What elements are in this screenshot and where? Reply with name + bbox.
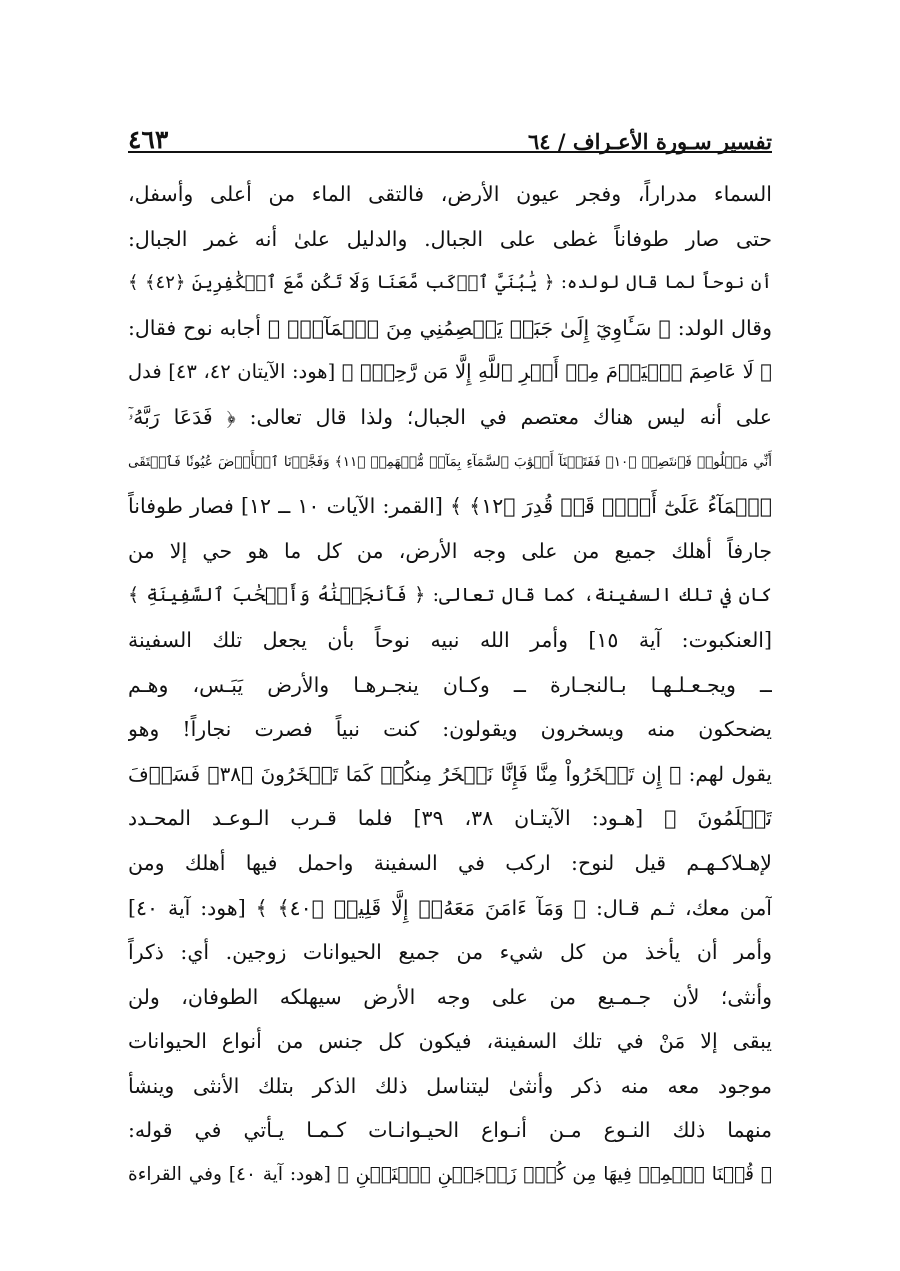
- text-line: على أنه ليس هناك معتصم في الجبال؛ ولذا قال تعالى: ﴿ فَدَعَا رَبَّهُۥٓ: [128, 404, 772, 429]
- text-line: ﴿ لَا عَاصِمَ ٱلۡيَوۡمَ مِنۡ أَمۡرِ ٱللَّهِ إِلَّا مَن رَّحِمَۚ ﴾ [هود: الآيتان ٤٢، ٤٣] فدل: [128, 360, 772, 384]
- header-rule: [128, 151, 772, 153]
- text-line: يضحكون منه ويسخرون ويقولون: كنت نبياً فصرت نجاراً! وهو: [128, 717, 772, 742]
- text-line: آمن معك، ثـم قـال: ﴿ وَمَآ ءَامَنَ مَعَهُۥٓ إِلَّا قَلِيلٞ ﴿٤٠﴾ ﴾ [هود: آية ٤٠]: [128, 895, 772, 920]
- running-title: تفسير سـورة الأعـراف / ٦٤: [527, 129, 772, 154]
- text-line: أن نوحاً لما قال لولده: ﴿ يَٰبُنَيَّ ٱرۡكَب مَّعَنَا وَلَا تَكُن مَّعَ ٱلۡكَٰفِرِينَ ﴿٤٢﴾ ﴾: [128, 272, 772, 294]
- text-line: جارفاً أهلك جميع من على وجه الأرض، من كل ما هو حي إلا من: [128, 538, 772, 563]
- text-line: يبقى إلا مَنْ في تلك السفينة، فيكون كل جنس من أنواع الحيوانات: [128, 1029, 772, 1054]
- text-line: يقول لهم: ﴿ إِن تَسۡخَرُواْ مِنَّا فَإِنَّا نَسۡخَرُ مِنكُمۡ كَمَا تَسۡخَرُونَ ﴿٣٨﴾ فَسَوۡفَ: [128, 761, 772, 786]
- text-line: ــ ويجـعـلـهـا بـالنجـارة ــ وكـان ينجـرهـا والأرض يَبَـس، وهـم: [128, 672, 772, 697]
- text-line: ٱلۡمَآءُ عَلَىٰٓ أَمۡرٖ قَدۡ قُدِرَ ﴿١٢﴾ ﴾ [القمر: الآيات ١٠ ــ ١٢] فصار طوفاناً: [128, 494, 772, 519]
- text-line: وقال الولد: ﴿ سَـَٔاوِيٓ إِلَىٰ جَبَلٖ يَعۡصِمُنِي مِنَ ٱلۡمَآءِۚ ﴾ أجابه نوح فقال:: [128, 315, 772, 340]
- text-line: وأمر أن يأخذ من كل شيء من جميع الحيوانات زوجين. أي: ذكراً: [128, 940, 772, 965]
- text-line: [العنكبوت: آية ١٥] وأمر الله نبيه نوحاً بأن يجعل تلك السفينة: [128, 627, 772, 652]
- body-text: [128, 172, 772, 1198]
- text-line: كان في تلك السفينة، كما قال تعالى: ﴿ فَأَنجَيۡنَٰهُ وَأَصۡحَٰبَ ٱلسَّفِينَةِ ﴾: [128, 584, 772, 607]
- text-line: موجود معه منه ذكر وأنثىٰ ليتناسل ذلك الذكر بتلك الأنثى وينشأ: [128, 1073, 772, 1098]
- text-line: تَعۡلَمُونَ ﴾ [هـود: الآيتـان ٣٨، ٣٩] فلما قـرب الـوعـد المحـدد: [128, 806, 772, 831]
- text-line: السماء مدراراً، وفجر عيون الأرض، فالتقى الماء من أعلى وأسفل،: [128, 182, 772, 206]
- text-line: وأنثى؛ لأن جـمـيع من على وجه الأرض سيهلكه الطوفان، ولن: [128, 984, 772, 1009]
- text-line: لإهـلاكـهـم قيل لنوح: اركب في السفينة واحمل فيها أهلك ومن: [128, 850, 772, 875]
- text-line: ﴿ قُلۡنَا ٱحۡمِلۡ فِيهَا مِن كُلّٖ زَوۡجَيۡنِ ٱثۡنَيۡنِ ﴾ [هود: آية ٤٠] وفي القراءة: [128, 1164, 772, 1186]
- page-number: ٤٦٣: [128, 125, 169, 154]
- page-header: [128, 112, 772, 152]
- text-line: أَنِّي مَغۡلُوبٞ فَٱنتَصِرۡ ﴿١٠﴾ فَفَتَحۡنَآ أَبۡوَٰبَ ٱلسَّمَآءِ بِمَآءٖ مُّنۡهَمِرٖ ﴿١١﴾ وَفَجَّرۡنَا ٱلۡأَرۡضَ عُيُونٗا فَٱلۡتَقَى: [128, 453, 772, 470]
- text-line: حتى صار طوفاناً غطى على الجبال. والدليل علىٰ أنه غمر الجبال:: [128, 226, 772, 251]
- text-line: منهما ذلك النـوع مـن أنـواع الحيـوانـات كـمـا يـأتي في قوله:: [128, 1118, 772, 1143]
